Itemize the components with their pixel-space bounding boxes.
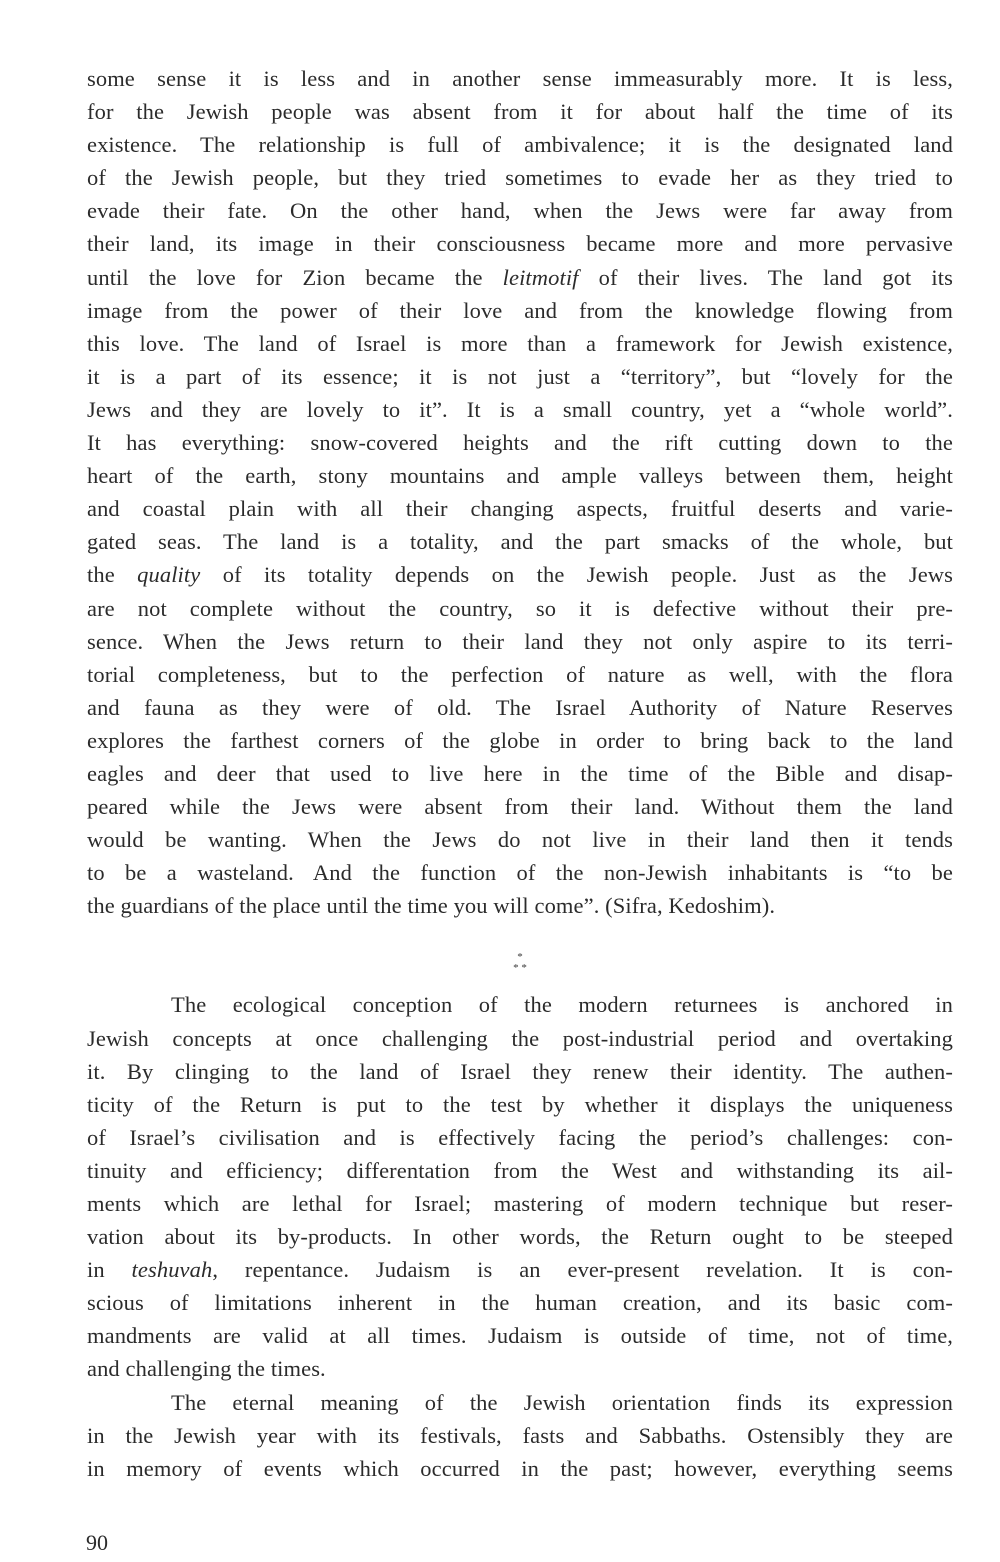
text-line — [87, 558, 953, 591]
italic-term: teshuvah — [131, 1257, 213, 1283]
text-line: heart of the earth, stony mountains and ample valleys between them, height — [87, 463, 953, 489]
text-line: scious of limitations inherent in the human creation, and its basic com- — [87, 1290, 953, 1316]
page-body — [87, 62, 953, 1485]
text-segment: until the love for Zion became the — [87, 264, 483, 290]
text-line: it is a part of its essence; it is not just a “territory”, but “lovely for the — [87, 363, 953, 389]
text-line: gated seas. The land is a totality, and the part smacks of the whole, but — [87, 529, 953, 555]
text-line: of Israel’s civilisation and is effectively facing the period’s challenges: con- — [87, 1124, 953, 1150]
text-line: vation about its by-products. In other words, the Return ought to be steeped — [87, 1224, 953, 1250]
text-line: It has everything: snow-covered heights and the rift cutting down to the — [87, 430, 953, 456]
text-line: the guardians of the place until the time you will come”. (Sifra, Kedoshim). — [87, 893, 776, 919]
text-line: ments which are lethal for Israel; mastering of modern technique but reser- — [87, 1191, 953, 1216]
text-line: Jews and they are lovely to it”. It is a small country, yet a “whole world”. — [87, 396, 953, 422]
text-line: torial completeness, but to the perfection of nature as well, with the flora — [87, 661, 953, 687]
text-line: for the Jewish people was absent from it for about half the time of its — [87, 99, 953, 125]
asterisk-bottom: * * — [513, 962, 527, 975]
text-segment: , repentance. Judaism is an ever-present revelation. It is con- — [212, 1257, 953, 1283]
text-line — [87, 1253, 953, 1286]
text-line: The eternal meaning of the Jewish orientation finds its expression — [171, 1389, 953, 1415]
text-segment: of its totality depends on the Jewish people. Just as the Jews — [222, 562, 953, 588]
italic-term: quality — [137, 562, 201, 588]
italic-term: leitmotif — [502, 264, 579, 290]
text-line: it. By clinging to the land of Israel they renew their identity. The authen- — [87, 1058, 953, 1084]
paragraph-1 — [87, 62, 953, 922]
text-line: of the Jewish people, but they tried sometimes to evade her as they tried to — [87, 165, 953, 191]
text-line: The ecological conception of the modern returnees is anchored in — [171, 992, 953, 1018]
text-line: tinuity and efficiency; differentation from the West and withstanding its ail- — [87, 1157, 953, 1183]
text-segment: in — [87, 1257, 105, 1283]
text-line: and coastal plain with all their changing aspects, fruitful deserts and varie- — [87, 496, 953, 522]
text-line: some sense it is less and in another sense immeasurably more. It is less, — [87, 66, 953, 91]
text-line: this love. The land of Israel is more than a framework for Jewish existence, — [87, 330, 953, 356]
text-segment: of their lives. The land got its — [598, 264, 953, 290]
text-line: ticity of the Return is put to the test by whether it displays the uniqueness — [87, 1091, 953, 1117]
page-number: 90 — [86, 1530, 108, 1555]
text-line: would be wanting. When the Jews do not live in their land then it tends — [87, 827, 953, 853]
text-line: image from the power of their love and from the knowledge flowing from — [87, 297, 953, 323]
text-line: evade their fate. On the other hand, when the Jews were far away from — [87, 198, 953, 224]
text-line: to be a wasteland. And the function of the non-Jewish inhabitants is “to be — [87, 860, 953, 886]
text-line: sence. When the Jews return to their land they not only aspire to its terri- — [87, 628, 953, 654]
text-line: and fauna as they were of old. The Israel Authority of Nature Reserves — [87, 694, 953, 720]
text-line: and challenging the times. — [87, 1356, 326, 1382]
section-separator — [87, 922, 953, 988]
text-line: in memory of events which occurred in the past; however, everything seems — [87, 1455, 953, 1481]
paragraph-3 — [87, 1386, 953, 1485]
text-segment: the — [87, 562, 115, 588]
text-line: their land, its image in their consciousness became more and more pervasive — [87, 231, 953, 257]
text-line: explores the farthest corners of the globe in order to bring back to the land — [87, 727, 953, 753]
text-line: in the Jewish year with its festivals, fasts and Sabbaths. Ostensibly they are — [87, 1422, 953, 1448]
asterisk-top: * — [517, 951, 523, 964]
text-line: Jewish concepts at once challenging the post-industrial period and overtaking — [87, 1025, 953, 1051]
text-line: eagles and deer that used to live here in the time of the Bible and disap- — [87, 760, 953, 786]
text-line: existence. The relationship is full of ambivalence; it is the designated land — [87, 132, 953, 158]
text-line: are not complete without the country, so it is defective without their pre- — [87, 595, 953, 621]
paragraph-2 — [87, 988, 953, 1385]
text-line: peared while the Jews were absent from their land. Without them the land — [87, 794, 953, 820]
text-line — [87, 261, 953, 294]
text-line: mandments are valid at all times. Judaism is outside of time, not of time, — [87, 1323, 953, 1349]
